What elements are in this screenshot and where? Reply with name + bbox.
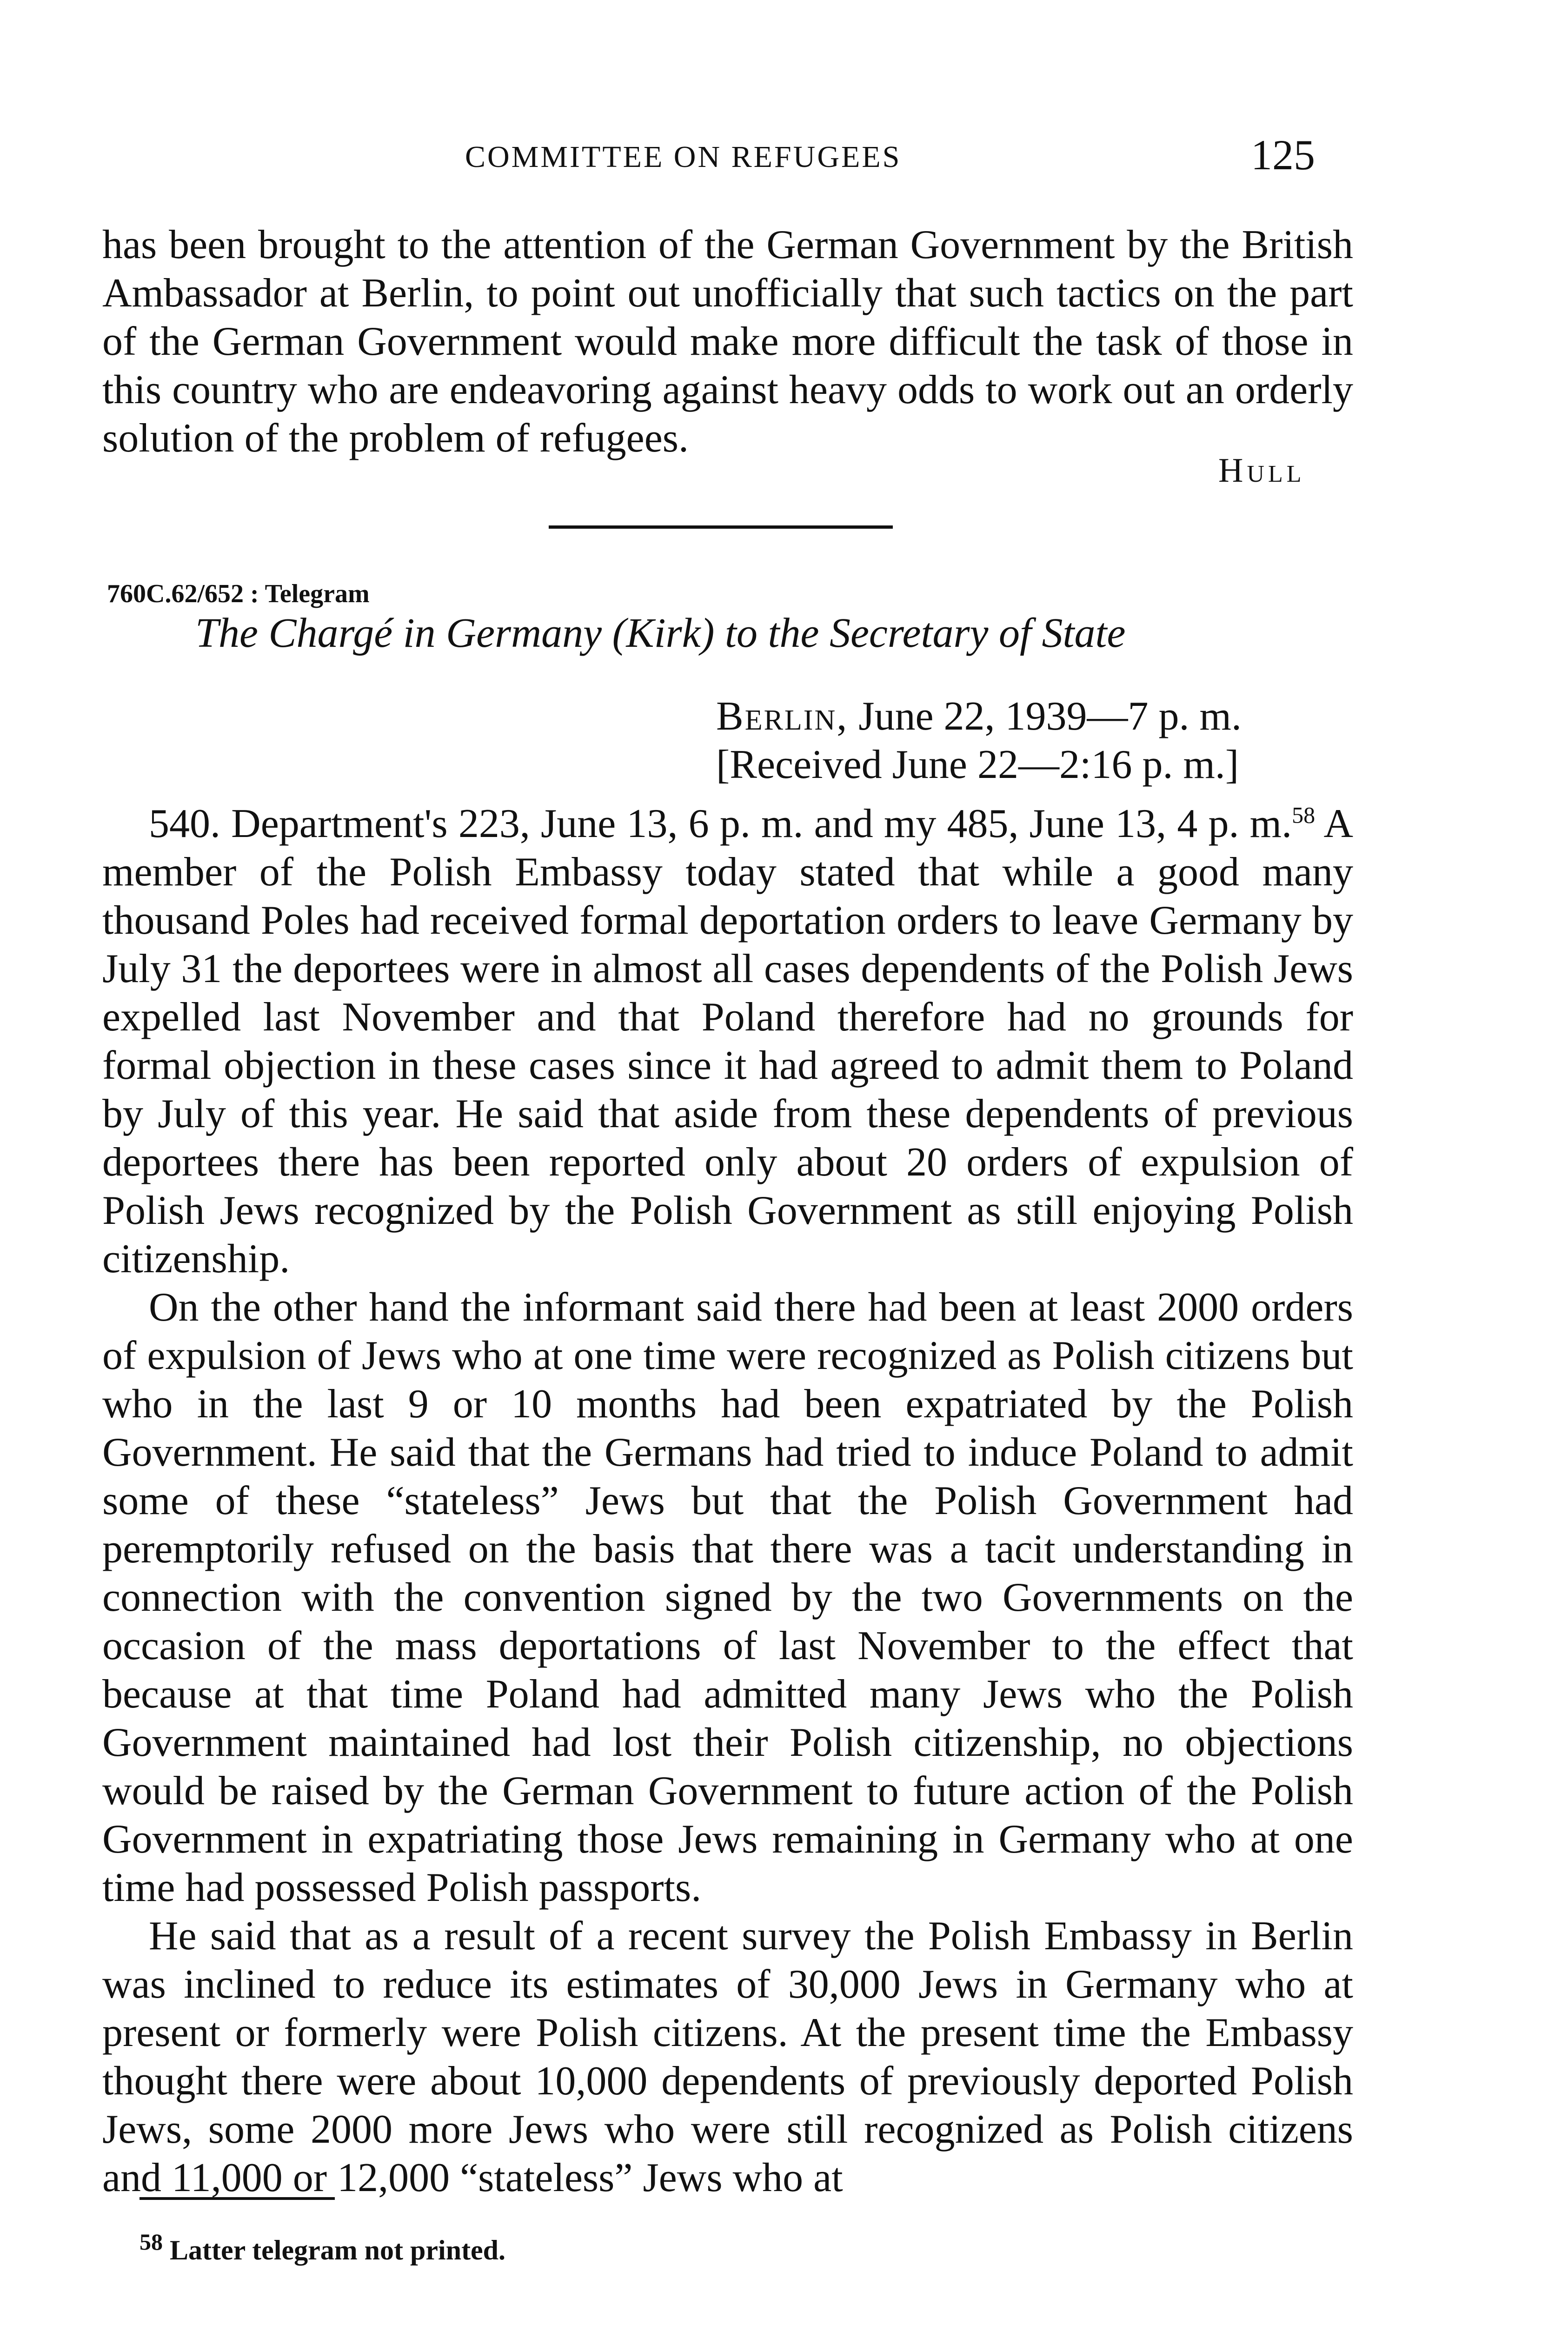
dateline-place: Berlin,	[716, 694, 849, 739]
footnote-reference: 58	[1292, 802, 1316, 828]
paragraph-1-start: 540. Department's 223, June 13, 6 p. m. and my 485, June 13, 4 p. m.	[149, 801, 1292, 846]
telegram-body	[102, 800, 1353, 2202]
received-line: [Received June 22—2:16 p. m.]	[716, 742, 1239, 787]
footnote	[140, 2229, 506, 2266]
file-reference: 760C.62/652 : Telegram	[107, 579, 370, 608]
paragraph-1	[102, 800, 1353, 1283]
footnote-text: Latter telegram not printed.	[170, 2235, 506, 2265]
continued-paragraph: has been brought to the attention of the German Government by the British Ambassador at Berlin, to point out unofficially that such tactics on the part of the German Government would make more difficult the task of those in this country who are endeavoring against heavy odds to work out an orderly solution of the problem of refugees.	[102, 222, 1353, 461]
running-title: COMMITTEE ON REFUGEES	[465, 140, 902, 174]
footnote-divider	[140, 2197, 335, 2200]
paragraph-1-rest: A member of the Polish Embassy today stated that while a good many thousand Poles had received formal deportation orders to leave Germany by July 31 the deportees were in almost all cases dependents of the Polish Jews expelled last November and that Poland therefore had no grounds for formal objection in these cases since it had agreed to admit them to Poland by July of this year. He said that aside from these dependents of previous deportees there has been reported only about 20 orders of expulsion of Polish Jews recognized by the Polish Government as still enjoying Polish citizenship.	[102, 801, 1353, 1282]
dateline	[716, 693, 1242, 740]
paragraph-3: He said that as a result of a recent survey the Polish Embassy in Berlin was inclined to reduce its estimates of 30,000 Jews in Germany who at present or formerly were Polish citizens. At the present time the Embassy thought there were about 10,000 dependents of previously deported Polish Jews, some 2000 more Jews who were still recognized as Polish citizens and 11,000 or 12,000 “stateless” Jews who at	[102, 1913, 1353, 2200]
signature: Hull	[1218, 452, 1305, 490]
continued-text-block	[102, 221, 1353, 463]
paragraph-2: On the other hand the informant said there had been at least 2000 orders of expulsion of Jews who at one time were recognized as Polish citizens but who in the last 9 or 10 months had been expatriated by the Polish Government. He said that the Germans had tried to induce Poland to admit some of these “stateless” Jews but that the Polish Government had peremptorily refused on the basis that there was a tacit understanding in connection with the convention signed by the two Governments on the occasion of the mass deportations of last November to the effect that because at that time Poland had admitted many Jews who the Polish Government maintained had lost their Polish citizenship, no objections would be raised by the German Government to future action of the Polish Government in expatriating those Jews remaining in Germany who at one time had possessed Polish passports.	[102, 1285, 1353, 1910]
page-number: 125	[1251, 131, 1315, 179]
document-title: The Chargé in Germany (Kirk) to the Secretary of State	[195, 610, 1126, 656]
section-divider	[549, 525, 893, 529]
dateline-date: June 22, 1939—7 p. m.	[858, 694, 1242, 739]
footnote-mark: 58	[140, 2229, 163, 2255]
